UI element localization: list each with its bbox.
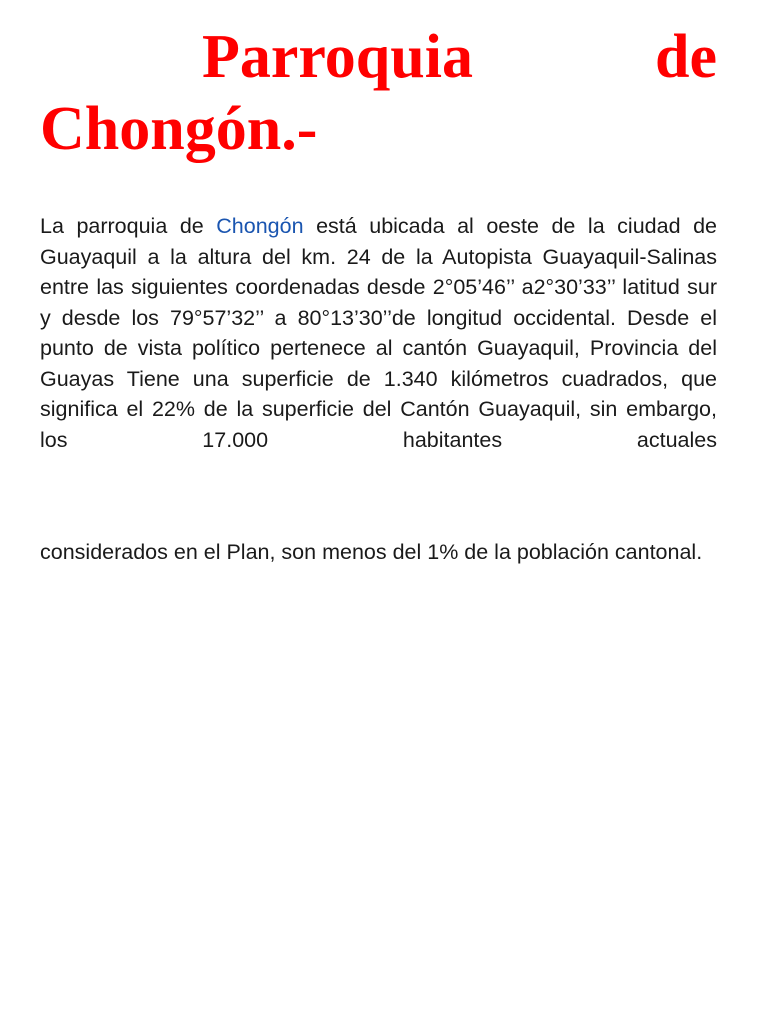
document-page bbox=[40, 0, 717, 1024]
body-paragraph-1 bbox=[40, 211, 717, 455]
paragraph-1-rest: está ubicada al oeste de la ciudad de Guayaquil a la altura del km. 24 de la Autopista Guayaquil-Salinas entre las siguientes coordenadas desde 2°05’46’’ a2°30’33’’ latitud sur y desde los 79°57’32’’ a 80°13’30’’de longitud occidental. Desde el punto de vista político pertenece al cantón Guayaquil, Provincia del Guayas Tiene una superficie de 1.340 kilómetros cuadrados, que significa el 22% de la superficie del Cantón Guayaquil, sin embargo, los 17.000 habitantes actuales bbox=[40, 214, 717, 452]
paragraph-1-lead: La parroquia de bbox=[40, 214, 217, 238]
page-title: Parroquia de Chongón.- bbox=[40, 23, 717, 163]
chongon-link[interactable]: Chongón bbox=[216, 214, 304, 238]
body-paragraph-2: considerados en el Plan, son menos del 1% de la población cantonal. bbox=[40, 540, 703, 564]
